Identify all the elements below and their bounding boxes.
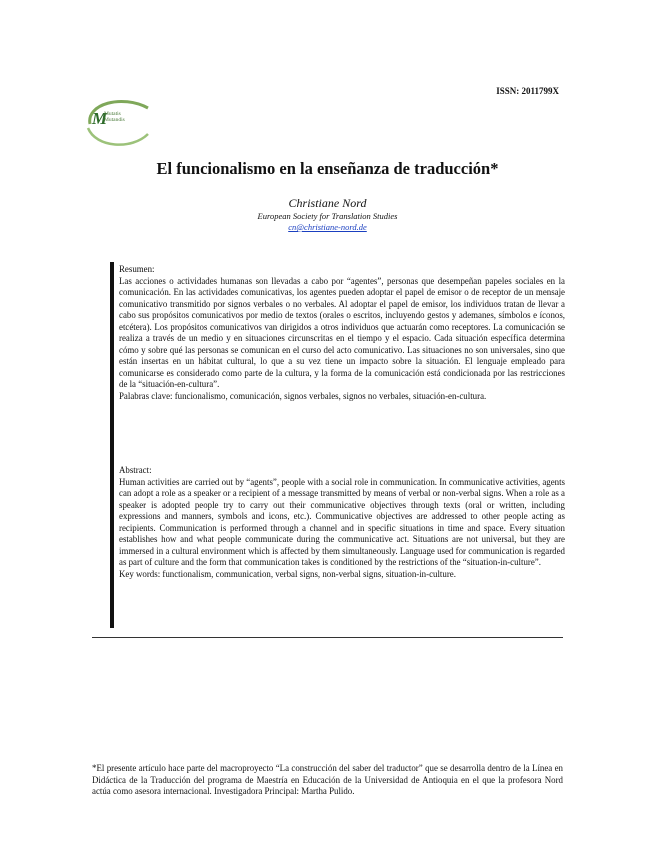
- resumen-text: Las acciones o actividades humanas son llevadas a cabo por “agentes”, personas que desempeñan papeles sociales en la comunicación. En las actividades comunicativas, los agentes pueden adoptar el papel de emisor o de receptor de un mensaje comunicativo transmitido por signos verbales o no verbales. Al adoptar el papel de emisor, los individuos tratan de llevar a cabo sus propósitos comunicativos por medio de textos (orales o escritos, incluyendo gestos y ademanes, símbolos e íconos, etcétera). Los propósitos comunicativos van dirigidos a otros individuos que actuarán como receptores. La comunicación se realiza a través de un medio y en situaciones circunscritas en el tiempo y el espacio. Cada situación específica determina cómo y sobre qué las personas se comunican en el curso del acto comunicativo. Las situaciones no son universales, sino que están insertas en un hábitat cultural, lo que a su vez tiene un impacto sobre la situación. El lenguaje empleado para comunicarse es considerado como parte de la cultura, y la forma de la comunicación está condicionada por las restricciones de la “situación-en-cultura”.: [119, 275, 565, 389]
- resumen-keywords: Palabras clave: funcionalismo, comunicación, signos verbales, signos no verbales, situación-en-cultura.: [119, 390, 487, 401]
- footnote: *El presente artículo hace parte del macroproyecto “La construcción del saber del traductor” que se desarrolla dentro de la Línea en Didáctica de la Traducción del programa de Maestría en Educación de la Universidad de Antioquia en el que la profesora Nord actúa como asesora internacional. Investigadora Principal: Martha Pulido.: [92, 763, 563, 796]
- article-title: El funcionalismo en la enseñanza de traducción*: [156, 159, 499, 178]
- author-name: Christiane Nord: [288, 196, 367, 210]
- author-email-link[interactable]: cn@christiane-nord.de: [288, 222, 367, 232]
- resumen-label: Resumen:: [119, 264, 155, 274]
- resumen-section: [119, 264, 565, 402]
- logo-text-line-1: Mutatis: [104, 111, 121, 117]
- author-affiliation: European Society for Translation Studies: [257, 211, 398, 221]
- logo-letter: M: [92, 109, 108, 128]
- logo-text-line-2: Mutandis: [104, 117, 125, 123]
- abstract-side-bar: [110, 262, 114, 628]
- issn-label: ISSN: 2011799X: [496, 86, 559, 96]
- section-divider: [92, 637, 563, 638]
- abstract-section: [119, 465, 565, 580]
- abstract-keywords: Key words: functionalism, communication, verbal signs, non-verbal signs, situation-in-culture.: [119, 568, 456, 579]
- abstract-text: Human activities are carried out by “agents”, people with a social role in communication. In communicative activities, agents can adopt a role as a speaker or a recipient of a message transmitted by means of verbal or non-verbal signs. When a role as a speaker is adopted people try to carry out their communicative objectives through texts (oral or written, including expressions and manners, symbols and icons, etc.). Communicative objectives are addressed to other people acting as recipients. Communication is performed through a channel and in specific situations in time and space. Every situation establishes how and what people communicate during the communicative act. Situations are not universal, but they are immersed in a cultural environment which is affected by them simultaneously. Language used for communication is regarded as part of culture and the form that communication takes is conditioned by the restrictions of the “situation-in-culture”.: [119, 476, 565, 567]
- logo-text: [104, 111, 125, 123]
- abstract-label: Abstract:: [119, 465, 152, 475]
